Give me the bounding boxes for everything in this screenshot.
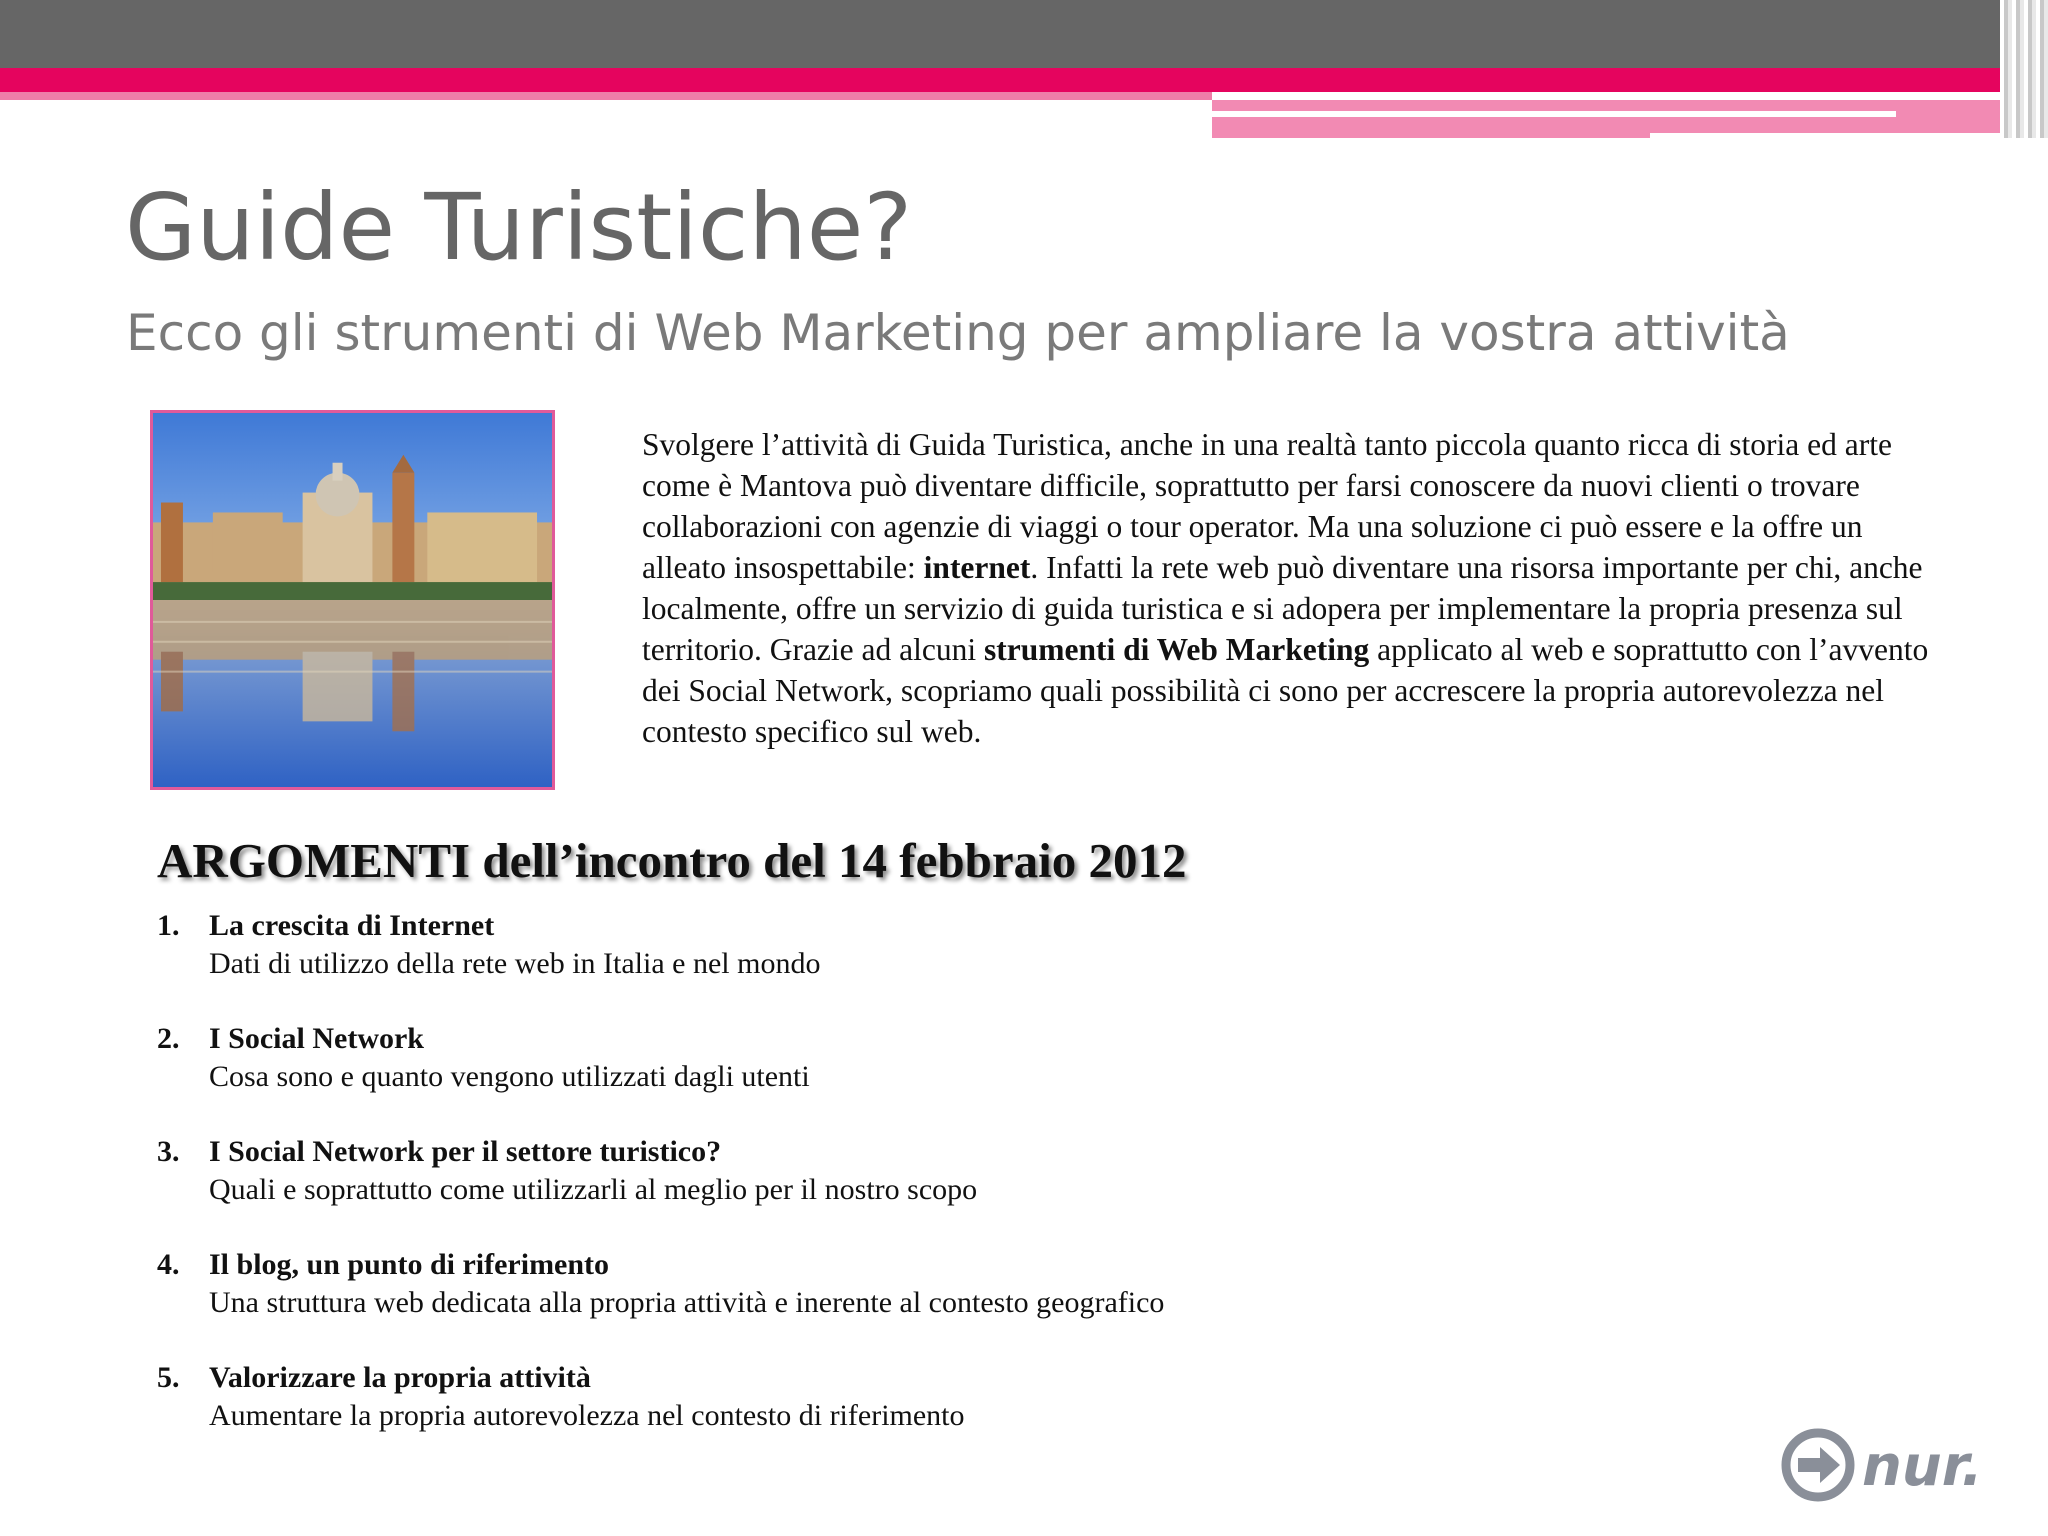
agenda-list — [157, 906, 1557, 1471]
nur-logo — [1780, 1425, 2000, 1505]
slide-title: Guide Turistiche? — [125, 174, 913, 281]
agenda-item-description: Una struttura web dedicata alla propria attività e inerente al contesto geografico — [209, 1286, 1165, 1319]
agenda-item-number: 1. — [157, 909, 180, 942]
agenda-item-title: Valorizzare la propria attività — [209, 1361, 591, 1394]
intro-bold-web-marketing: strumenti di Web Marketing — [983, 632, 1370, 667]
header-gray-bar — [0, 0, 2048, 68]
intro-bold-internet: internet — [923, 550, 1031, 585]
agenda-item-title: Il blog, un punto di riferimento — [209, 1248, 610, 1281]
agenda-item — [157, 1019, 1557, 1132]
intro-text: applicato al web e soprattutto con l’avvento dei Social Network, scopriamo quali possibilità ci sono per accrescere la propria autorevolezza nel contesto specifico sul web. — [642, 632, 1929, 749]
header-white-line — [1212, 111, 1896, 117]
header-pink-stripe — [0, 92, 1212, 100]
slide-subtitle: Ecco gli strumenti di Web Marketing per ampliare la vostra attività — [126, 304, 1790, 362]
agenda-item — [157, 1358, 1557, 1471]
agenda-item-number: 5. — [157, 1361, 180, 1394]
agenda-item-title: I Social Network — [209, 1022, 424, 1055]
agenda-item — [157, 1132, 1557, 1245]
header-white-line — [1650, 133, 2010, 138]
header-stripes — [2000, 0, 2048, 138]
mantova-photo — [150, 410, 555, 790]
logo-text: nur. — [1862, 1434, 1983, 1499]
agenda-item-description: Cosa sono e quanto vengono utilizzati dagli utenti — [209, 1060, 810, 1093]
mantova-image — [153, 413, 552, 787]
agenda-item-description: Dati di utilizzo della rete web in Italia e nel mondo — [209, 947, 821, 980]
agenda-item-description: Aumentare la propria autorevolezza nel contesto di riferimento — [209, 1399, 965, 1432]
agenda-item — [157, 906, 1557, 1019]
header-pink-bar — [0, 68, 2048, 92]
agenda-item-number: 4. — [157, 1248, 180, 1281]
nur-logo-mark — [1780, 1425, 2000, 1505]
arrow-right-icon — [1798, 1447, 1840, 1483]
intro-paragraph — [642, 424, 1932, 752]
agenda-item-description: Quali e soprattutto come utilizzarli al meglio per il nostro scopo — [209, 1173, 978, 1206]
intro-text: Svolgere l’attività di Guida Turistica, anche in una realtà tanto piccola quanto ricca di storia ed arte come è Mantova può diventare difficile, soprattutto per farsi conoscere da nuovi clienti o trovare collaborazioni con agenzie di viaggi o tour operator. Ma una soluzione ci può essere e la offre un alleato insospettabile: — [642, 427, 1892, 585]
agenda-heading: ARGOMENTI dell’incontro del 14 febbraio 2012 — [157, 833, 1187, 888]
agenda-item-title: La crescita di Internet — [209, 909, 495, 942]
agenda-item-number: 2. — [157, 1022, 180, 1055]
agenda-item-title: I Social Network per il settore turistico? — [209, 1135, 722, 1168]
intro-text: . Infatti la rete web può diventare una risorsa importante per chi, anche localmente, offre un servizio di guida turistica e si adopera per implementare la propria presenza sul territorio. Grazie ad alcuni — [642, 550, 1923, 667]
agenda-item-number: 3. — [157, 1135, 180, 1168]
agenda-item — [157, 1245, 1557, 1358]
